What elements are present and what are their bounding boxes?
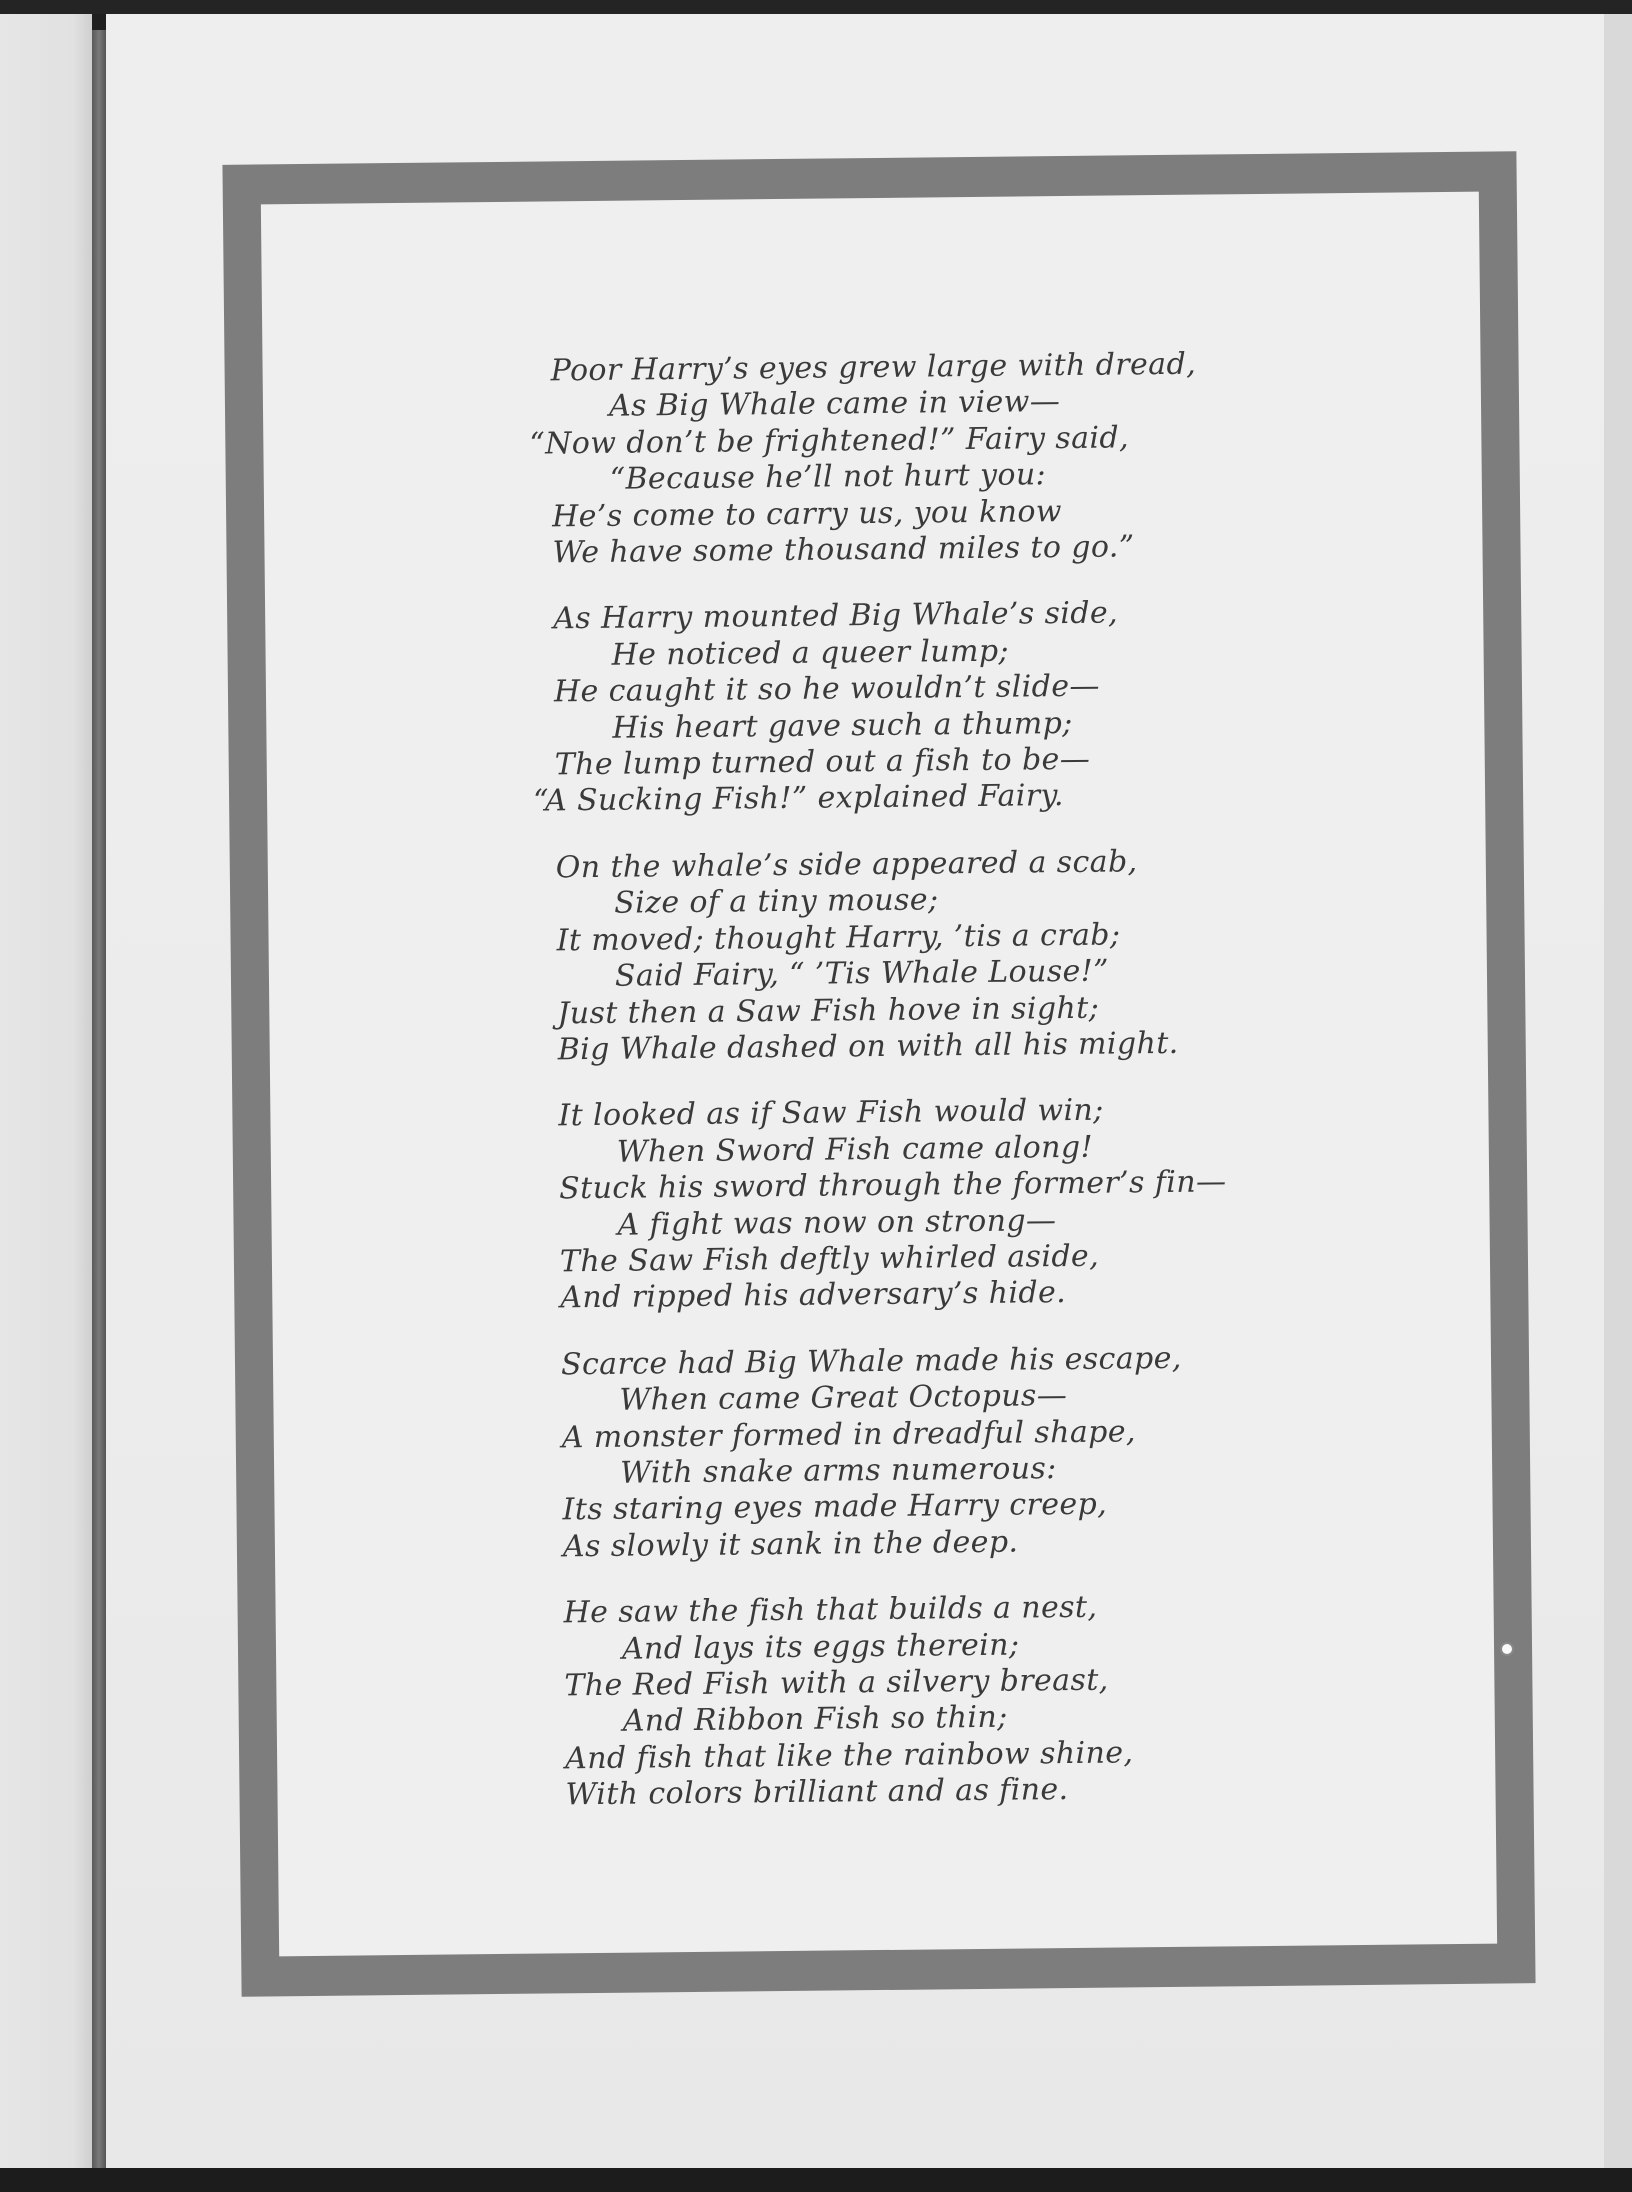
poem-border-frame xyxy=(222,151,1535,1996)
poem-line: The Saw Fish deftly whirled aside, xyxy=(559,1238,1100,1280)
poem-line: Scarce had Big Whale made his escape, xyxy=(560,1340,1182,1383)
poem-line: “Because he’ll not hurt you: xyxy=(609,457,1047,498)
poem-line: When came Great Octopus— xyxy=(619,1378,1068,1418)
scan-top-edge xyxy=(0,0,1632,14)
poem-line: Its staring eyes made Harry creep, xyxy=(562,1487,1108,1528)
poem-line: And Ribbon Fish so thin; xyxy=(622,1700,1008,1740)
poem-line: On the whale’s side appeared a scab, xyxy=(555,844,1138,886)
poem-panel xyxy=(261,192,1497,1957)
poem-line: Size of a tiny mouse; xyxy=(614,882,939,922)
stanza-6 xyxy=(563,1587,1365,1814)
scan-bottom-edge xyxy=(0,2168,1632,2192)
stanza-1 xyxy=(529,345,1352,572)
poem-line: The Red Fish with a silvery breast, xyxy=(564,1662,1109,1704)
poem-text xyxy=(529,345,1365,1814)
paper-speck xyxy=(1500,1642,1514,1656)
poem-line: He’s come to carry us, you know xyxy=(551,493,1063,535)
page-right-margin xyxy=(1604,14,1632,2168)
poem-line: He saw the fish that builds a nest, xyxy=(563,1589,1098,1631)
book-gutter xyxy=(92,30,106,2168)
poem-line: When Sword Fish came along! xyxy=(616,1129,1094,1170)
poem-line: As slowly it sank in the deep. xyxy=(562,1524,1019,1565)
poem-line: Poor Harry’s eyes grew large with dread, xyxy=(550,346,1197,389)
poem-line: A fight was now on strong— xyxy=(617,1202,1057,1243)
poem-line: “A Sucking Fish!” explained Fairy. xyxy=(532,778,1065,820)
poem-line: His heart gave such a thump; xyxy=(612,705,1073,746)
poem-line: Big Whale dashed on with all his might. xyxy=(557,1025,1179,1068)
stanza-5 xyxy=(561,1339,1363,1566)
poem-line: He caught it so he wouldn’t slide— xyxy=(553,668,1100,710)
poem-line: It moved; thought Harry, ’tis a crab; xyxy=(556,917,1121,959)
poem-line: The lump turned out a fish to be— xyxy=(554,741,1091,783)
poem-line: Stuck his sword through the former’s fin— xyxy=(559,1164,1227,1207)
facing-page-edge xyxy=(0,14,92,2168)
poem-line: “Now don’t be frightened!” Fairy said, xyxy=(529,420,1130,462)
poem-line: And ripped his adversary’s hide. xyxy=(560,1275,1067,1316)
poem-line: A monster formed in dreadful shape, xyxy=(561,1413,1137,1455)
poem-line: And lays its eggs therein; xyxy=(621,1627,1020,1667)
stanza-3 xyxy=(556,842,1358,1069)
stanza-2 xyxy=(532,593,1355,820)
poem-line: And fish that like the rainbow shine, xyxy=(564,1735,1134,1777)
poem-line: He noticed a queer lump; xyxy=(611,633,1010,673)
poem-line: Said Fairy, “ ’Tis Whale Louse!” xyxy=(614,953,1110,994)
poem-line: Just then a Saw Fish hove in sight; xyxy=(557,990,1100,1031)
poem-line: It looked as if Saw Fish would win; xyxy=(558,1092,1104,1134)
poem-line: We have some thousand miles to go.” xyxy=(552,529,1135,571)
poem-line: As Harry mounted Big Whale’s side, xyxy=(553,595,1119,637)
poem-line: With colors brilliant and as fine. xyxy=(565,1772,1069,1813)
poem-line: With snake arms numerous: xyxy=(619,1451,1057,1491)
poem-line: As Big Whale came in view— xyxy=(608,384,1061,425)
stanza-4 xyxy=(558,1090,1360,1317)
